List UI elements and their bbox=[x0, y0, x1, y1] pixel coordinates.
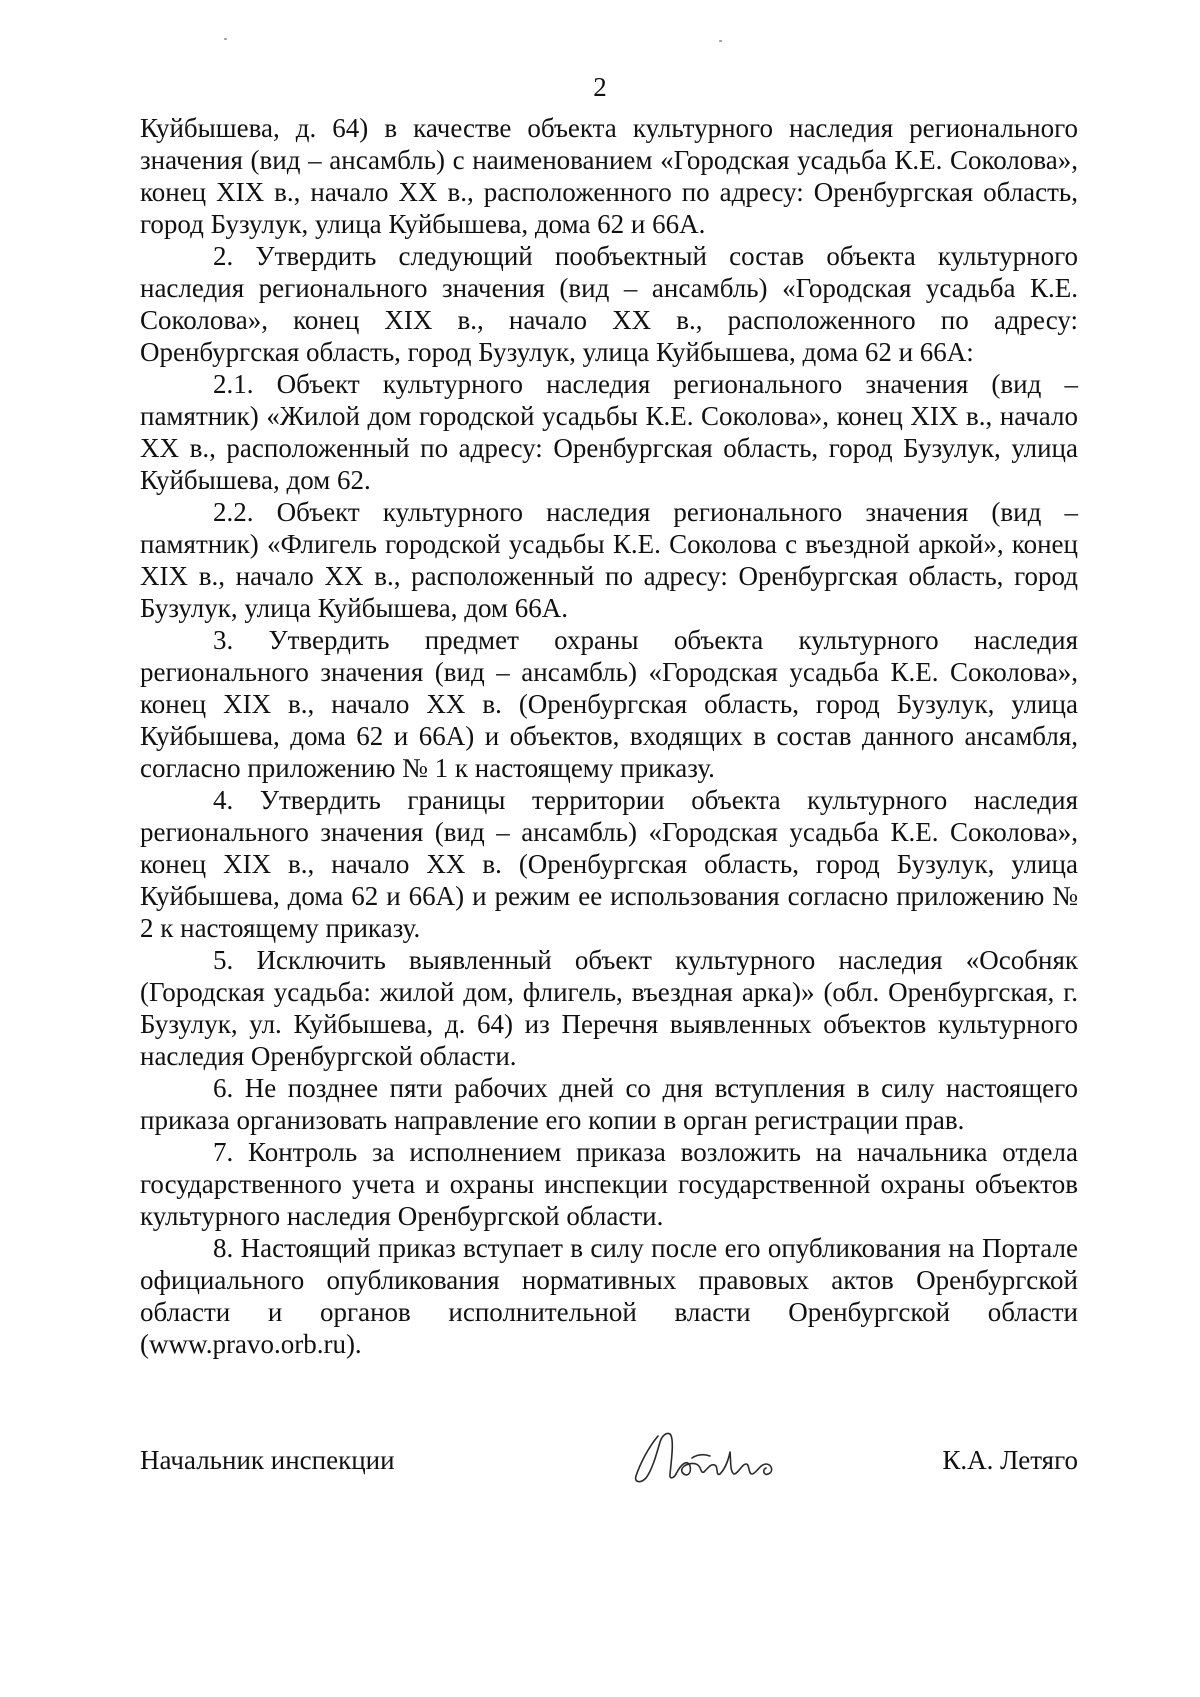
scan-mark bbox=[224, 38, 227, 40]
signature-block bbox=[140, 1428, 1078, 1498]
paragraph-item-2-2: 2.2. Объект культурного наследия регионального значения (вид – памятник) «Флигель городской усадьбы К.Е. Соколова с въездной аркой», конец XIX в., начало XX в., расположенный по адресу: Оренбургская область, город Бузулук, улица Куйбышева, дом 66А. bbox=[140, 497, 1078, 623]
signatory-name: К.А. Летяго bbox=[942, 1445, 1078, 1475]
paragraph-item-4: 4. Утвердить границы территории объекта культурного наследия регионального значения (вид – ансамбль) «Городская усадьба К.Е. Соколова», конец XIX в., начало XX в. (Оренбургская область, город Бузулук, улица Куйбышева, дома 62 и 66А) и режим ее использования согласно приложению № 2 к настоящему приказу. bbox=[140, 785, 1078, 943]
paragraph-item-2-1: 2.1. Объект культурного наследия регионального значения (вид – памятник) «Жилой дом городской усадьбы К.Е. Соколова», конец XIX в., начало XX в., расположенный по адресу: Оренбургская область, город Бузулук, улица Куйбышева, дом 62. bbox=[140, 369, 1078, 495]
paragraph-item-8: 8. Настоящий приказ вступает в силу после его опубликования на Портале официального опубликования нормативных правовых актов Оренбургской области и органов исполнительной власти Оренбургской области (www.pravo.orb.ru). bbox=[140, 1233, 1078, 1359]
paragraph-continuation: Куйбышева, д. 64) в качестве объекта культурного наследия регионального значения (вид – ансамбль) с наименованием «Городская усадьба К.Е. Соколова», конец XIX в., начало XX в., расположенного по адресу: Оренбургская область, город Бузулук, улица Куйбышева, дома 62 и 66А. bbox=[140, 113, 1078, 239]
paragraph-item-5: 5. Исключить выявленный объект культурного наследия «Особняк (Городская усадьба: жилой дом, флигель, въездная арка)» (обл. Оренбургская, г. Бузулук, ул. Куйбышева, д. 64) из Перечня выявленных объектов культурного наследия Оренбургской области. bbox=[140, 945, 1078, 1071]
paragraph-item-7: 7. Контроль за исполнением приказа возложить на начальника отдела государственного учета и охраны инспекции государственной охраны объектов культурного наследия Оренбургской области. bbox=[140, 1137, 1078, 1231]
paragraph-item-6: 6. Не позднее пяти рабочих дней со дня вступления в силу настоящего приказа организовать направление его копии в орган регистрации прав. bbox=[140, 1073, 1078, 1135]
page-number: 2 bbox=[593, 72, 607, 102]
handwritten-signature bbox=[630, 1428, 800, 1488]
signatory-position: Начальник инспекции bbox=[140, 1445, 395, 1475]
document-body bbox=[140, 112, 1078, 1360]
paragraph-item-2: 2. Утвердить следующий пообъектный состав объекта культурного наследия регионального значения (вид – ансамбль) «Городская усадьба К.Е. Соколова», конец XIX в., начало XX в., расположенного по адресу: Оренбургская область, город Бузулук, улица Куйбышева, дома 62 и 66А: bbox=[140, 241, 1078, 367]
paragraph-item-3: 3. Утвердить предмет охраны объекта культурного наследия регионального значения (вид – ансамбль) «Городская усадьба К.Е. Соколова», конец XIX в., начало XX в. (Оренбургская область, город Бузулук, улица Куйбышева, дома 62 и 66А) и объектов, входящих в состав данного ансамбля, согласно приложению № 1 к настоящему приказу. bbox=[140, 625, 1078, 783]
scan-mark bbox=[719, 40, 722, 42]
